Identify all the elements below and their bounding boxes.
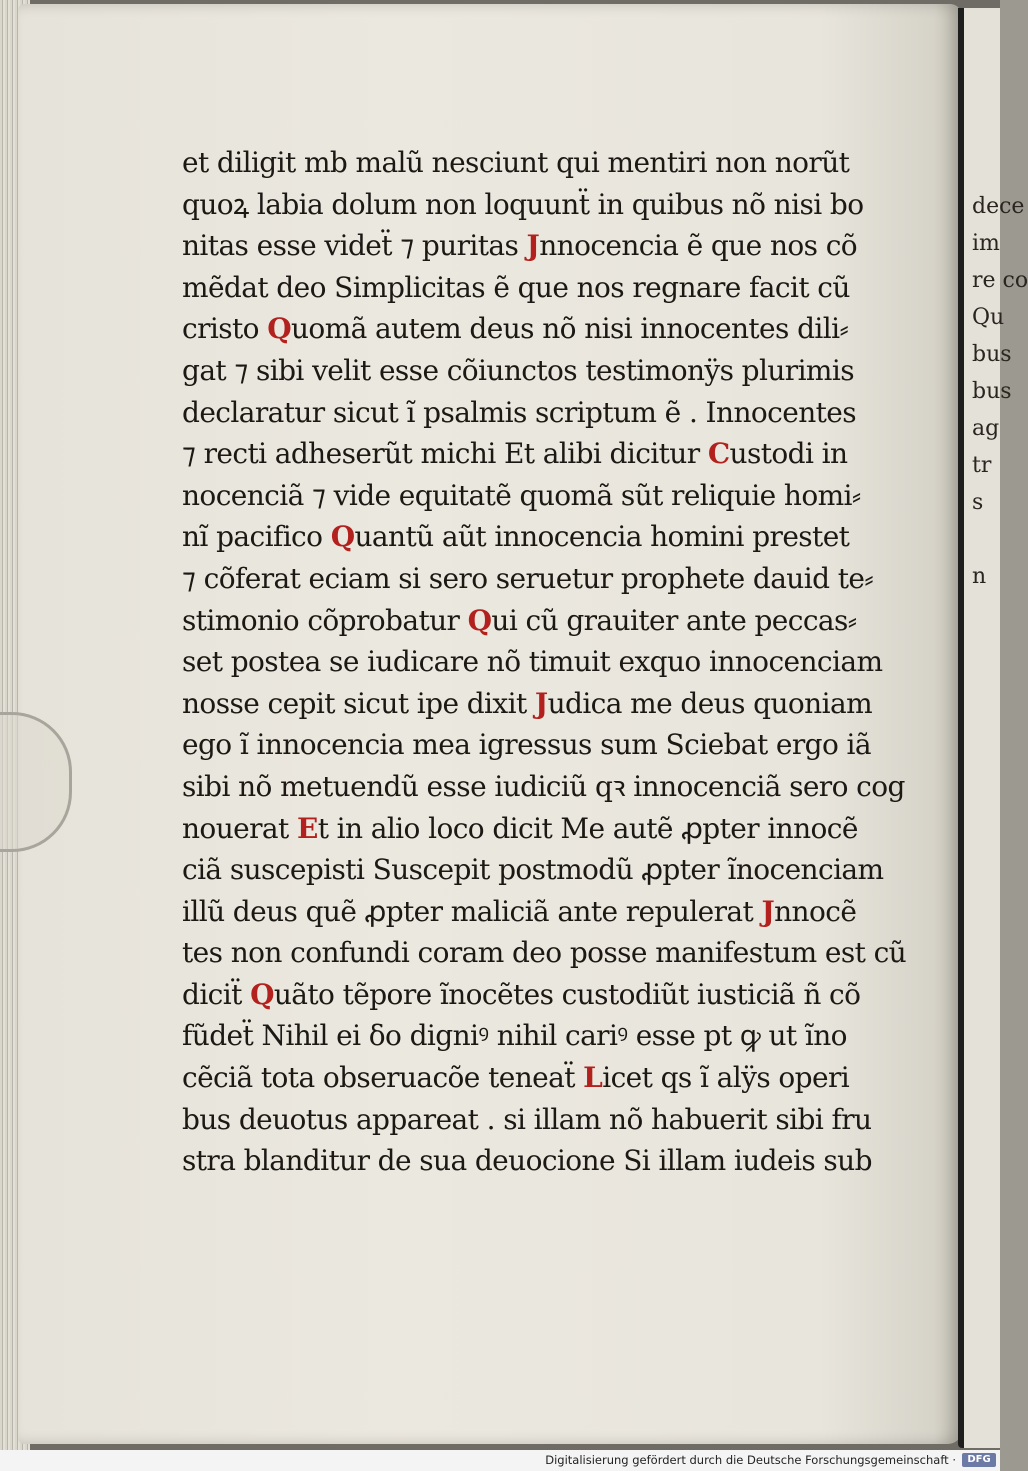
- line-text-continued: uãto tẽpore ĩnocẽtes custodiũt iusticiã ñ cõ: [273, 977, 861, 1011]
- line-text: bus deuotus appareat . si illam nõ habuerit sibi fru: [182, 1102, 872, 1136]
- text-line: [182, 1140, 887, 1182]
- rubricated-initial: J: [761, 894, 775, 928]
- line-text: sibi nõ metuendũ esse iudiciũ qꝛ innocenciã sero cog: [182, 769, 905, 803]
- line-text: diciẗ: [182, 977, 251, 1011]
- rubricated-initial: L: [583, 1061, 603, 1095]
- line-text-continued: uantũ aũt innocencia homini prestet: [354, 520, 850, 554]
- text-line: [182, 600, 887, 642]
- line-text: cristo: [182, 312, 268, 346]
- text-line: [182, 433, 887, 475]
- line-text: nitas esse videẗ ⁊ puritas: [182, 229, 527, 263]
- rubricated-initial: Q: [267, 312, 291, 346]
- line-text-continued: uomã autem deus nõ nisi innocentes dili⸗: [291, 312, 849, 346]
- rubricated-initial: J: [534, 686, 548, 720]
- line-text: cẽciã tota obseruacõe teneaẗ: [182, 1061, 584, 1095]
- line-text: nosse cepit sicut ipe dixit: [182, 686, 535, 720]
- text-line: [182, 641, 887, 683]
- rubricated-initial: E: [296, 811, 318, 845]
- line-text: mẽdat deo Simplicitas ẽ que nos regnare facit cũ: [182, 270, 850, 304]
- text-line: [182, 308, 887, 350]
- text-line: [182, 516, 887, 558]
- text-line: [182, 849, 887, 891]
- rubricated-initial: C: [707, 437, 730, 471]
- facing-page: [958, 8, 1028, 1448]
- facing-page-text: dece im re co Qu bus bus ag tr s n: [972, 194, 1028, 589]
- rubricated-initial: Q: [250, 977, 274, 1011]
- text-line: [182, 1015, 887, 1057]
- dfg-logo: DFG: [962, 1453, 996, 1467]
- line-text-continued: ustodi in: [729, 437, 848, 471]
- text-block: [182, 142, 907, 1182]
- footer-credit: Digitalisierung gefördert durch die Deutsche Forschungsgemeinschaft ·: [545, 1453, 956, 1467]
- line-text: gat ⁊ sibi velit esse cõiunctos testimonÿs plurimis: [182, 353, 854, 387]
- line-text: quoꝝ labia dolum non loquunẗ in quibus nõ nisi bo: [182, 187, 864, 221]
- rubricated-initial: Q: [467, 603, 492, 637]
- text-line: [182, 475, 887, 517]
- line-text: stimonio cõprobatur: [182, 603, 468, 637]
- line-text-continued: nnocencia ẽ que nos cõ: [539, 229, 858, 263]
- text-line: [182, 1099, 887, 1141]
- line-text: ⁊ cõferat eciam si sero seruetur prophete dauid te⸗: [182, 561, 874, 595]
- line-text: stra blanditur de sua deuocione Si illam iudeis sub: [182, 1144, 872, 1178]
- line-text-continued: ui cũ grauiter ante peccas⸗: [491, 603, 857, 637]
- line-text-continued: t in alio loco dicit Me autẽ ꝓpter innocẽ: [317, 811, 858, 845]
- text-line: [182, 350, 887, 392]
- line-text: fũdeẗ Nihil ei ẟo digniꝰ nihil cariꝰ esse pt ꝙ ut ĩno: [182, 1019, 847, 1053]
- line-text: illũ deus quẽ ꝓpter maliciã ante repulerat: [182, 894, 762, 928]
- line-text-continued: nnocẽ: [774, 894, 857, 928]
- text-line: [182, 142, 887, 184]
- line-text: ⁊ recti adheserũt michi Et alibi dicitur: [182, 437, 708, 471]
- text-line: [182, 558, 887, 600]
- text-line: [182, 724, 887, 766]
- line-text-continued: udica me deus quoniam: [547, 686, 873, 720]
- rubricated-initial: Q: [330, 520, 355, 554]
- text-line: [182, 932, 907, 974]
- text-line: [182, 891, 887, 933]
- line-text-continued: icet qs ĩ alÿs operi: [602, 1061, 850, 1095]
- line-text: nocenciã ⁊ vide equitatẽ quomã sũt reliquie homi⸗: [182, 478, 861, 512]
- rubricated-initial: J: [526, 229, 540, 263]
- text-line: [182, 225, 887, 267]
- line-text: tes non confundi coram deo posse manifestum est cũ: [182, 936, 907, 970]
- line-text: ciã suscepisti Suscepit postmodũ ꝓpter ĩnocenciam: [182, 853, 884, 887]
- line-text: nouerat: [182, 811, 297, 845]
- text-line: [182, 808, 887, 850]
- text-line: [182, 766, 905, 808]
- line-text: set postea se iudicare nõ timuit exquo innocenciam: [182, 645, 883, 679]
- text-line: [182, 267, 887, 309]
- text-line: [182, 974, 887, 1016]
- text-line: [182, 1057, 887, 1099]
- line-text: et diligit mb malũ nesciunt qui mentiri non norũt: [182, 146, 850, 179]
- line-text: ego ĩ innocencia mea igressus sum Sciebat ergo iã: [182, 728, 871, 762]
- text-line: [182, 392, 887, 434]
- text-line: [182, 184, 887, 226]
- line-text: declaratur sicut ĩ psalmis scriptum ẽ . Innocentes: [182, 395, 857, 429]
- line-text: nĩ pacifico: [182, 520, 331, 554]
- text-line: [182, 683, 887, 725]
- footer-bar: [0, 1450, 1000, 1471]
